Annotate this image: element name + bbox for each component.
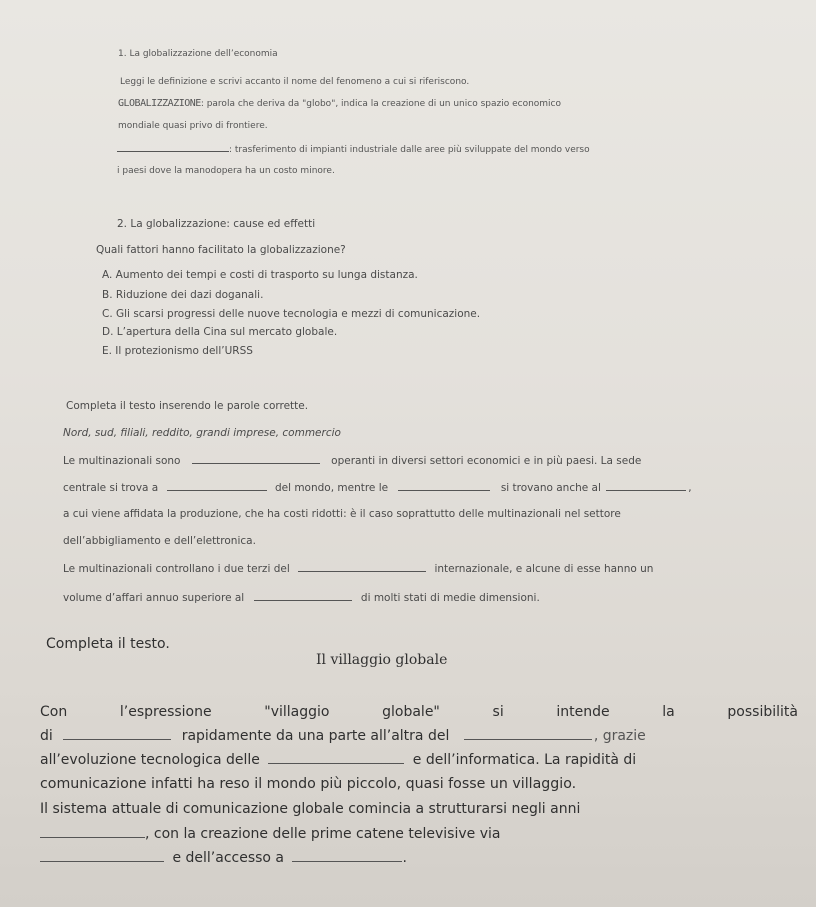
fill-line-2-text-b: del mondo, mentre le	[274, 482, 389, 494]
fill-line-5	[63, 563, 653, 575]
answer-blank-delocalizzazione[interactable]	[117, 150, 229, 152]
passage-line-2-text-a: di	[40, 728, 53, 744]
option-a[interactable]: A. Aumento dei tempi e costi di trasporto su lunga distanza.	[102, 269, 418, 281]
passage-line-7	[40, 850, 407, 866]
section1-instruction: Leggi le definizione e scrivi accanto il nome del fenomeno a cui si riferiscono.	[120, 77, 470, 87]
passage-line-6	[40, 826, 500, 842]
option-b[interactable]: B. Riduzione dei dazi doganali.	[102, 289, 264, 301]
passage-line-2	[40, 728, 646, 744]
blank-10[interactable]	[40, 836, 145, 838]
definition-1-line2: mondiale quasi privo di frontiere.	[118, 121, 268, 131]
fill-line-3: a cui viene affidata la produzione, che ha costi ridotti: è il caso soprattutto delle multinazionali nel settore	[63, 508, 621, 520]
fill-line-1-text-b: operanti in diversi settori economici e in più paesi. La sede	[331, 455, 642, 467]
passage-line-3	[40, 752, 636, 768]
passage-line-6-text: , con la creazione delle prime catene televisive via	[145, 826, 501, 842]
section2-title: 2. La globalizzazione: cause ed effetti	[117, 218, 316, 230]
option-e[interactable]: E. Il protezionismo dell’URSS	[102, 345, 253, 357]
word: intende	[556, 704, 610, 720]
passage-line-2-text-c: , grazie	[593, 728, 646, 744]
blank-9[interactable]	[268, 762, 404, 764]
fill-line-6-text-b: di molti stati di medie dimensioni.	[360, 592, 540, 604]
word: la	[662, 704, 675, 720]
passage-line-7-text-b: .	[402, 850, 407, 866]
fill-line-2-text-a: centrale si trova a	[63, 482, 159, 494]
fill-line-1	[63, 455, 641, 467]
word: "villaggio	[264, 704, 330, 720]
section3-instruction: Completa il testo inserendo le parole corrette.	[66, 400, 309, 412]
section4-title: Il villaggio globale	[316, 652, 448, 668]
fill-line-2	[63, 482, 692, 494]
word: si	[492, 704, 504, 720]
definition-2	[117, 145, 590, 155]
word: possibilità	[727, 704, 798, 720]
passage-line-3-text-a: all’evoluzione tecnologica delle	[40, 752, 260, 768]
fill-line-5-text-a: Le multinazionali controllano i due terzi del	[63, 563, 290, 575]
blank-8[interactable]	[464, 738, 592, 740]
word: globale"	[382, 704, 440, 720]
fill-line-6	[63, 592, 540, 604]
fill-line-4: dell’abbigliamento e dell’elettronica.	[63, 535, 256, 547]
word: l’espressione	[119, 704, 212, 720]
option-d[interactable]: D. L’apertura della Cina sul mercato globale.	[102, 326, 338, 338]
option-c[interactable]: C. Gli scarsi progressi delle nuove tecnologia e mezzi di comunicazione.	[102, 308, 481, 320]
word: Con	[40, 704, 68, 720]
blank-7[interactable]	[63, 738, 171, 740]
passage-line-7-text-a: e dell’accesso a	[172, 850, 285, 866]
fill-line-2-text-c: si trovano anche al	[500, 482, 601, 494]
passage-line-3-text-b: e dell’informatica. La rapidità di	[412, 752, 637, 768]
definition-2-text: : trasferimento di impianti industriale dalle aree più sviluppate del mondo verso	[229, 145, 590, 155]
fill-line-2-text-d: ,	[688, 482, 692, 494]
section1-title: 1. La globalizzazione dell’economia	[118, 49, 278, 59]
blank-2[interactable]	[167, 489, 267, 491]
blank-11[interactable]	[40, 860, 164, 862]
fill-line-5-text-b: internazionale, e alcune di esse hanno un	[434, 563, 654, 575]
blank-1[interactable]	[192, 462, 320, 464]
fill-line-1-text-a: Le multinazionali sono	[63, 455, 181, 467]
blank-6[interactable]	[254, 599, 352, 601]
passage-line-2-text-b: rapidamente da una parte all’altra del	[181, 728, 450, 744]
definition-1	[118, 98, 561, 109]
definition-1-text: : parola che deriva da "globo", indica la creazione di un unico spazio economico	[200, 99, 562, 109]
fill-line-6-text-a: volume d’affari annuo superiore al	[63, 592, 245, 604]
blank-12[interactable]	[292, 860, 402, 862]
word-bank: Nord, sud, filiali, reddito, grandi imprese, commercio	[63, 427, 341, 439]
blank-5[interactable]	[298, 570, 426, 572]
passage-line-1	[40, 704, 798, 720]
passage-line-4: comunicazione infatti ha reso il mondo più piccolo, quasi fosse un villaggio.	[40, 776, 577, 792]
section4-instruction: Completa il testo.	[46, 636, 170, 652]
handwritten-answer: GLOBALIZZAZIONE	[118, 98, 201, 109]
blank-3[interactable]	[398, 489, 490, 491]
passage-line-5: Il sistema attuale di comunicazione globale comincia a strutturarsi negli anni	[40, 801, 581, 817]
definition-2-line2: i paesi dove la manodopera ha un costo minore.	[117, 166, 335, 176]
blank-4[interactable]	[606, 489, 686, 491]
section2-question: Quali fattori hanno facilitato la globalizzazione?	[96, 244, 346, 256]
